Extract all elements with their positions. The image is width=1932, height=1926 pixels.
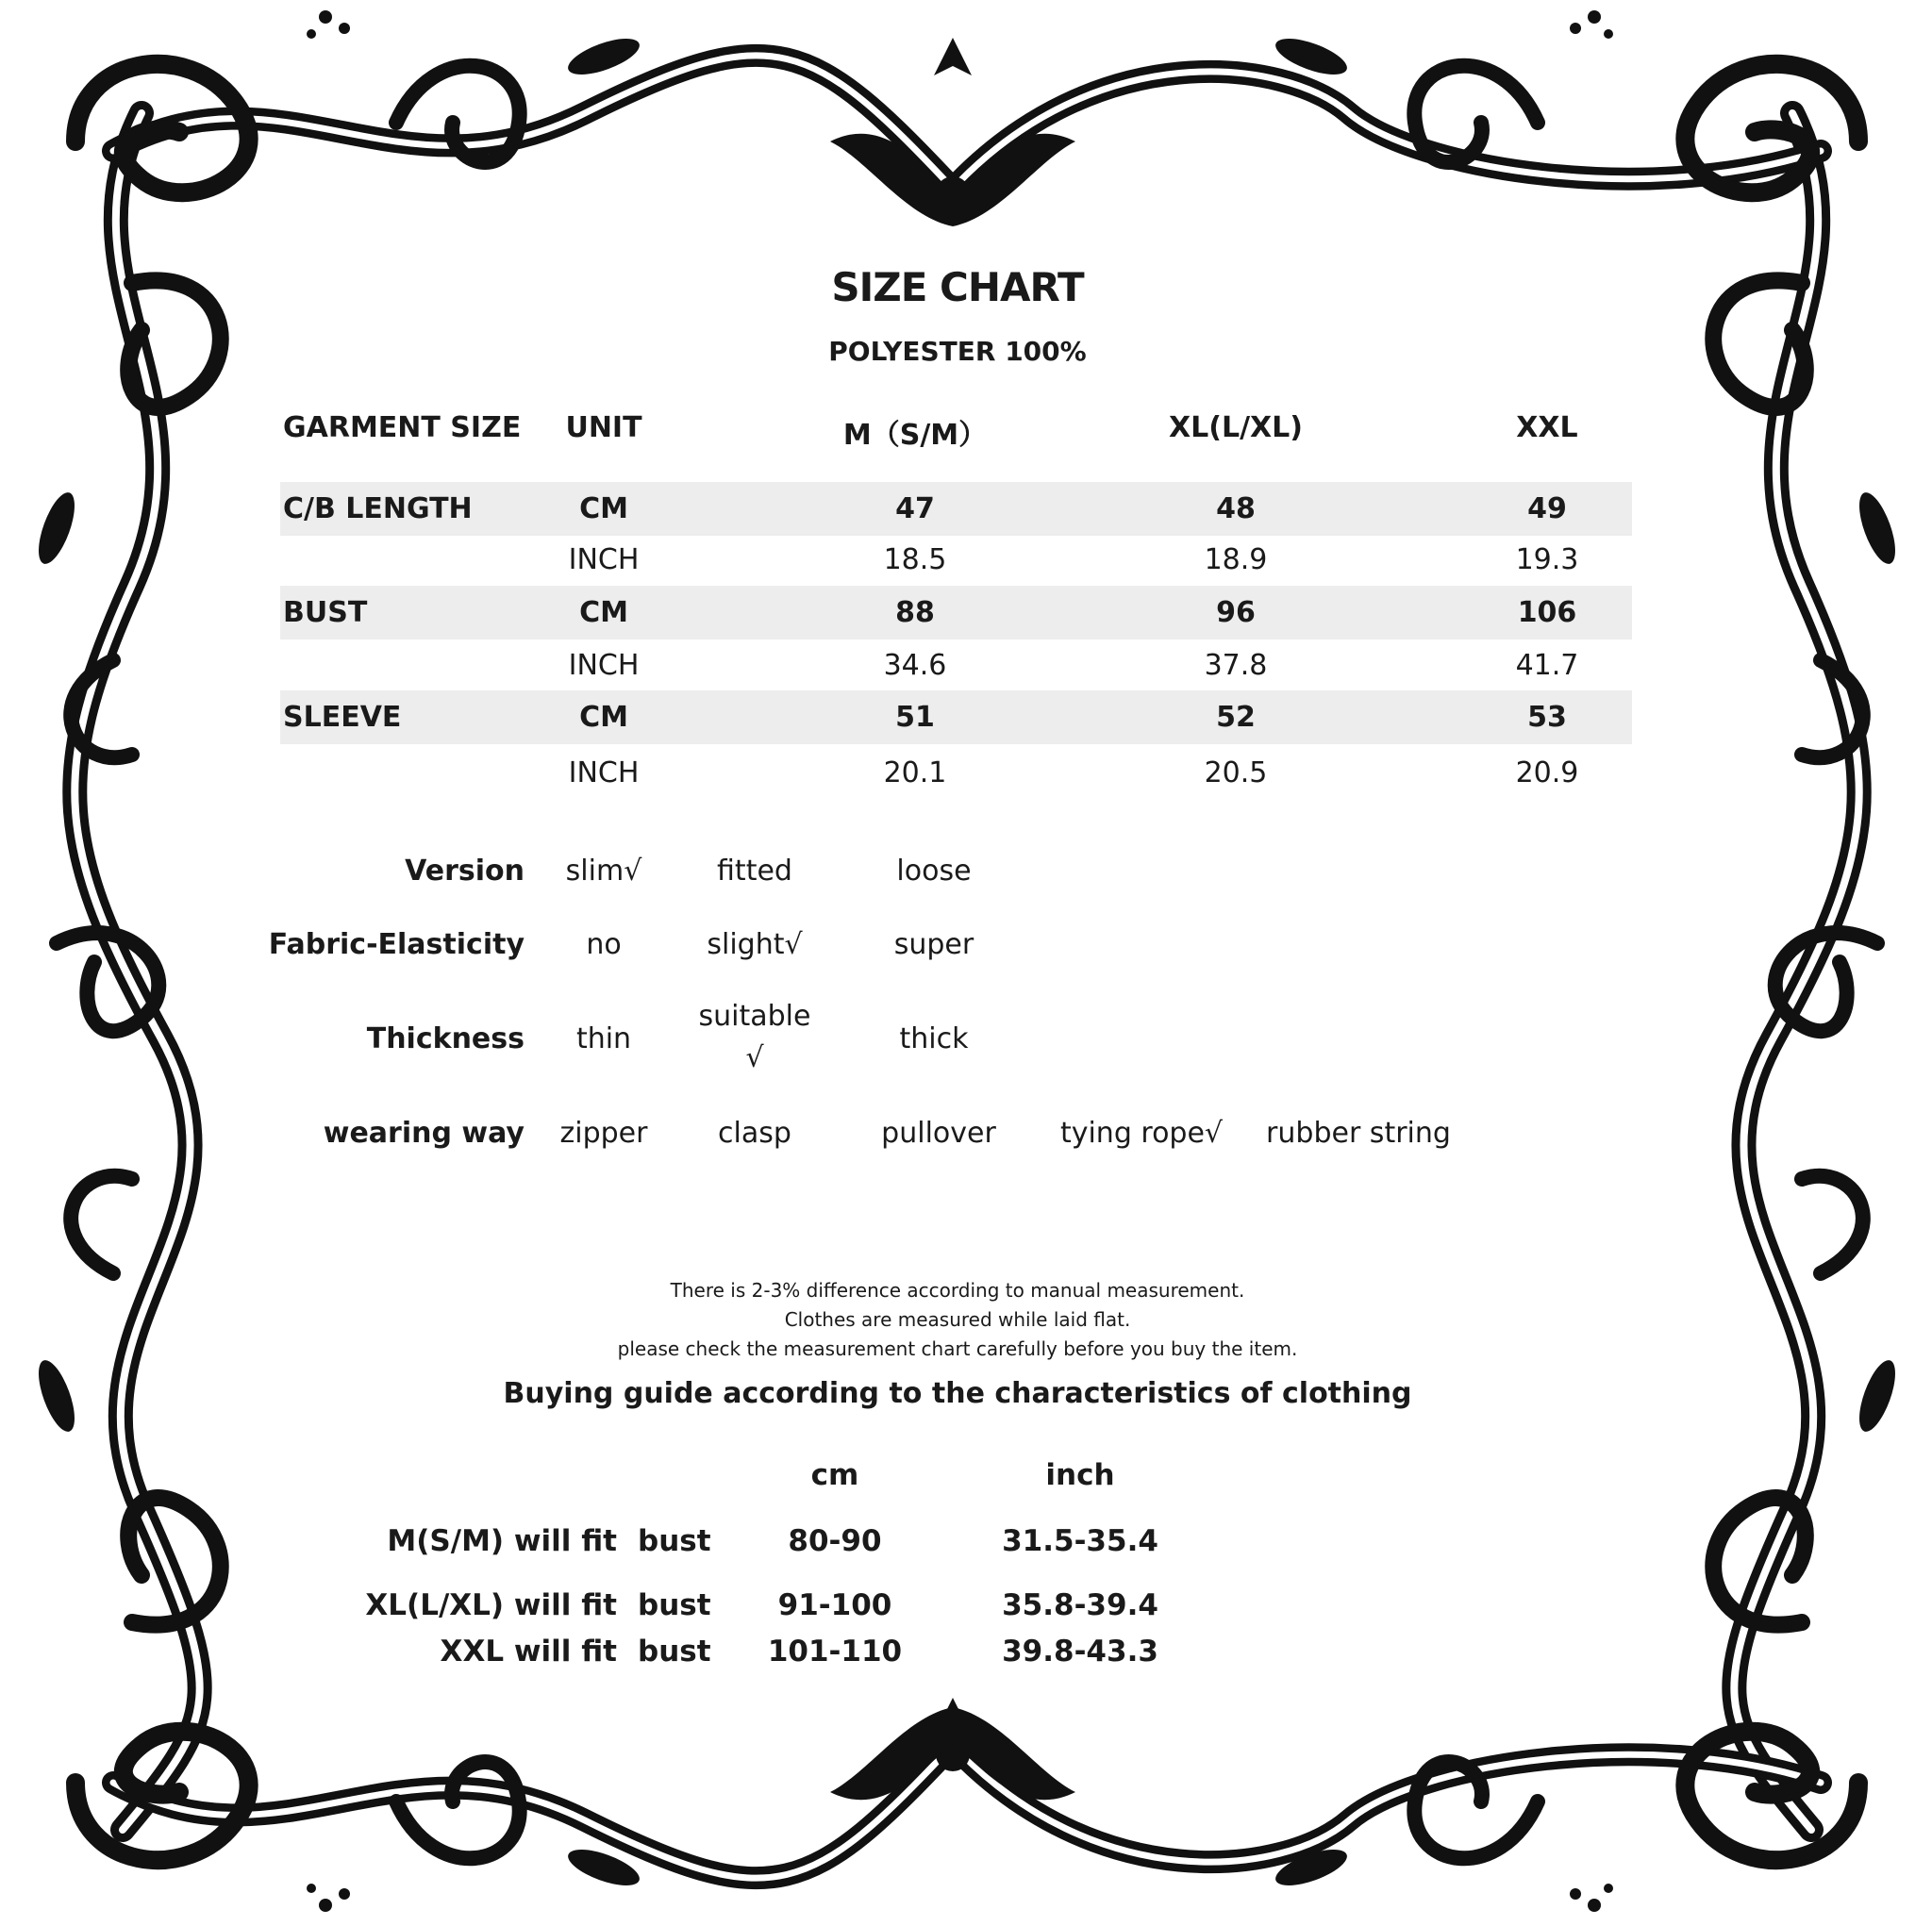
attr-label-version: Version <box>405 855 525 888</box>
table-cell: 48 <box>1216 492 1256 525</box>
attr-option: thin <box>575 1022 632 1055</box>
table-cell: CM <box>579 596 628 629</box>
attr-label-thickness: Thickness <box>366 1022 525 1055</box>
table-cell: 19.3 <box>1515 543 1579 576</box>
buying-guide-title: Buying guide according to the characteristics of clothing <box>503 1377 1412 1410</box>
attr-option: pullover <box>881 1117 996 1150</box>
table-cell: INCH <box>568 756 640 789</box>
table-cell: 20.9 <box>1515 756 1579 789</box>
table-cell: 52 <box>1216 701 1256 734</box>
guide-inch: 31.5-35.4 <box>1002 1524 1158 1558</box>
attr-option: rubber string <box>1266 1117 1451 1150</box>
row-label-cb-length: C/B LENGTH <box>283 492 473 525</box>
attr-option: thick <box>899 1022 969 1055</box>
guide-size: XL(L/XL) will fit <box>365 1588 617 1622</box>
guide-part: bust <box>638 1524 711 1558</box>
table-cell: CM <box>579 492 628 525</box>
note-line: please check the measurement chart carefully before you buy the item. <box>617 1337 1298 1360</box>
guide-cm: 91-100 <box>777 1588 892 1622</box>
fabric-subtitle: POLYESTER 100% <box>828 336 1087 367</box>
table-cell: 53 <box>1527 701 1567 734</box>
attr-option: loose <box>896 855 972 888</box>
guide-inch: 35.8-39.4 <box>1002 1588 1158 1622</box>
attr-option: suitable <box>698 1000 811 1033</box>
attr-option: no <box>586 928 622 961</box>
header-garment-size: GARMENT SIZE <box>283 411 522 444</box>
attr-option: slight√ <box>707 928 803 961</box>
table-cell: 18.9 <box>1204 543 1268 576</box>
table-cell: 47 <box>895 492 935 525</box>
header-size-xl: XL(L/XL) <box>1169 411 1303 444</box>
page-title: SIZE CHART <box>831 264 1084 310</box>
table-cell: 88 <box>895 596 935 629</box>
note-line: There is 2-3% difference according to manual measurement. <box>670 1279 1245 1302</box>
guide-cm: 80-90 <box>788 1524 882 1558</box>
table-cell: 34.6 <box>883 649 947 682</box>
guide-header-cm: cm <box>810 1458 859 1492</box>
header-size-m: M（S/M） <box>842 419 988 452</box>
table-cell: 41.7 <box>1515 649 1579 682</box>
table-cell: INCH <box>568 543 640 576</box>
guide-part: bust <box>638 1635 711 1669</box>
table-cell: 96 <box>1216 596 1256 629</box>
table-cell: 37.8 <box>1204 649 1268 682</box>
attr-label-fabric-elasticity: Fabric-Elasticity <box>268 928 525 961</box>
attr-option: fitted <box>717 855 792 888</box>
table-cell: 18.5 <box>883 543 947 576</box>
header-unit: UNIT <box>565 411 642 444</box>
table-cell: 51 <box>895 701 935 734</box>
attr-option: zipper <box>559 1117 648 1150</box>
attr-option: tying rope√ <box>1059 1117 1224 1150</box>
guide-header-inch: inch <box>1045 1458 1115 1492</box>
row-label-sleeve: SLEEVE <box>283 701 402 734</box>
table-cell: 49 <box>1527 492 1567 525</box>
header-size-xxl: XXL <box>1516 411 1578 444</box>
table-cell: 20.5 <box>1204 756 1268 789</box>
table-cell: INCH <box>568 649 640 682</box>
row-label-bust: BUST <box>283 596 368 629</box>
attr-label-wearing-way: wearing way <box>323 1117 525 1150</box>
guide-size: XXL will fit <box>440 1635 617 1669</box>
table-cell: CM <box>579 701 628 734</box>
guide-size: M(S/M) will fit <box>387 1524 617 1558</box>
table-cell: 20.1 <box>883 756 947 789</box>
guide-part: bust <box>638 1588 711 1622</box>
attr-option: super <box>893 928 974 961</box>
attr-option: slim√ <box>565 855 642 888</box>
guide-inch: 39.8-43.3 <box>1002 1635 1158 1669</box>
guide-cm: 101-110 <box>767 1635 903 1669</box>
attr-option: clasp <box>718 1117 791 1150</box>
table-cell: 106 <box>1517 596 1577 629</box>
attr-option-check: √ <box>745 1041 764 1074</box>
note-line: Clothes are measured while laid flat. <box>784 1308 1131 1331</box>
